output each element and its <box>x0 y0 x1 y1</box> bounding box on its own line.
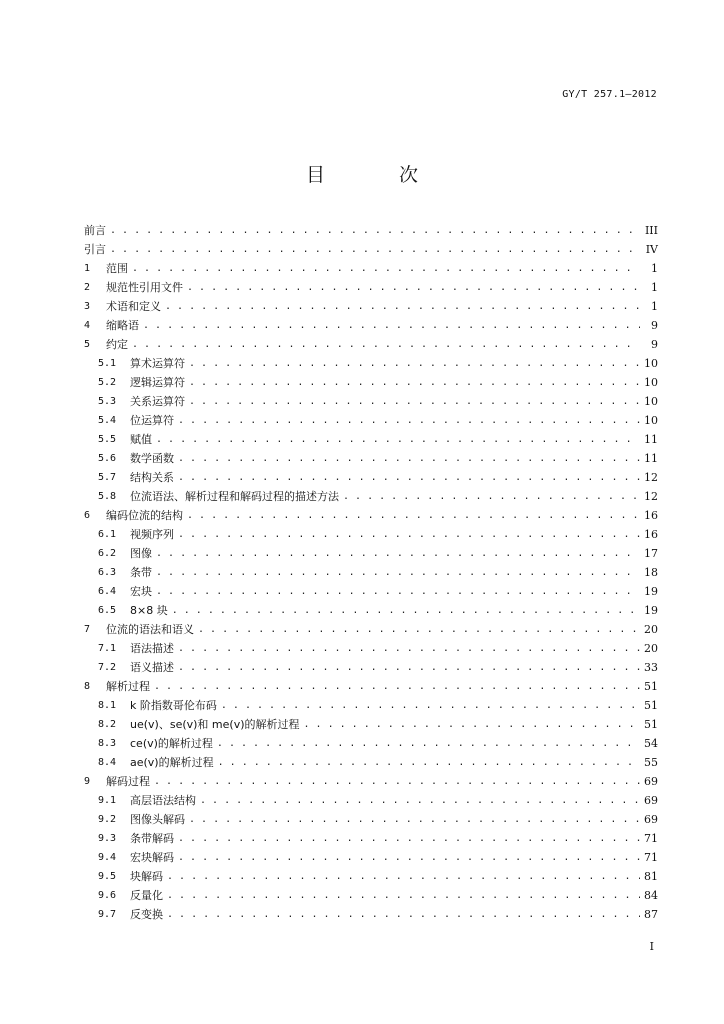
toc-entry-page: 16 <box>644 528 658 541</box>
toc-entry-number: 5.1 <box>98 358 117 369</box>
toc-entry[interactable] <box>84 674 658 693</box>
toc-entry-page: 12 <box>644 490 658 503</box>
toc-entry[interactable] <box>84 351 658 370</box>
page-title: 目 次 <box>305 164 453 186</box>
toc-entry-number: 8.3 <box>98 738 117 749</box>
dot-leader <box>167 908 640 921</box>
toc-entry-number: 5.3 <box>98 396 117 407</box>
toc-entry[interactable] <box>84 370 658 389</box>
toc-entry-title: 编码位流的结构 <box>106 509 183 522</box>
toc-entry-number: 2 <box>84 282 91 293</box>
dot-leader <box>200 794 640 807</box>
toc-entry-page: 51 <box>644 680 658 693</box>
toc-entry-title: 条带 <box>130 566 152 579</box>
toc-entry-title: 语法描述 <box>130 642 174 655</box>
toc-entry-title: 8×8 块 <box>130 604 168 617</box>
toc-entry-number: 9.1 <box>98 795 117 806</box>
toc-entry-title: 宏块 <box>130 585 152 598</box>
toc-entry-page: 55 <box>644 756 658 769</box>
toc-entry-page: 51 <box>644 718 658 731</box>
toc-entry-page: 19 <box>644 585 658 598</box>
toc-entry-number: 7 <box>84 624 91 635</box>
toc-entry-title: 图像 <box>130 547 152 560</box>
toc-entry-page: 1 <box>651 262 658 275</box>
toc-entry-number: 5 <box>84 339 91 350</box>
dot-leader <box>218 756 640 769</box>
toc-entry-page: 20 <box>644 623 658 636</box>
dot-leader <box>154 775 640 788</box>
toc-entry-title: 约定 <box>106 338 128 351</box>
dot-leader <box>156 433 640 446</box>
toc-entry-number: 6.2 <box>98 548 117 559</box>
toc-entry-page: 9 <box>651 319 658 332</box>
toc-entry-title: 数学函数 <box>130 452 174 465</box>
toc-entry-number: 5.6 <box>98 453 117 464</box>
toc-entry-number: 6 <box>84 510 91 521</box>
toc-entry-number: 9.5 <box>98 871 117 882</box>
toc-entry[interactable] <box>84 731 658 750</box>
toc-entry-number: 5.7 <box>98 472 117 483</box>
toc-entry-page: 17 <box>644 547 658 560</box>
toc-entry-number: 9.7 <box>98 909 117 920</box>
toc-entry-title: 缩略语 <box>106 319 139 332</box>
toc-entry-title: 算术运算符 <box>130 357 185 370</box>
toc-entry[interactable] <box>84 218 658 237</box>
dot-leader <box>178 851 640 864</box>
toc-entry-page: 12 <box>644 471 658 484</box>
toc-entry-page: 71 <box>644 851 658 864</box>
toc-entry-number: 5.2 <box>98 377 117 388</box>
dot-leader <box>343 490 640 503</box>
toc-entry[interactable] <box>84 275 658 294</box>
toc-entry[interactable] <box>84 389 658 408</box>
dot-leader <box>178 452 640 465</box>
toc-entry-page: 1 <box>651 300 658 313</box>
dot-leader <box>178 471 640 484</box>
toc-entry-page: 84 <box>644 889 658 902</box>
toc-entry-title: 关系运算符 <box>130 395 185 408</box>
toc-entry-page: IV <box>645 243 658 256</box>
toc-entry-page: 11 <box>644 433 658 446</box>
toc-entry-title: 反变换 <box>130 908 163 921</box>
toc-entry[interactable] <box>84 617 658 636</box>
toc-entry-title: 术语和定义 <box>106 300 161 313</box>
toc-entry-page: 20 <box>644 642 658 655</box>
toc-entry-page: 9 <box>651 338 658 351</box>
toc-entry-page: 10 <box>644 357 658 370</box>
dot-leader <box>189 813 640 826</box>
toc-entry[interactable] <box>84 826 658 845</box>
toc-entry[interactable] <box>84 541 658 560</box>
toc-entry-title: 赋值 <box>130 433 152 446</box>
toc-entry-number: 6.4 <box>98 586 117 597</box>
page-number: I <box>649 940 654 953</box>
toc-entry-title: 高层语法结构 <box>130 794 196 807</box>
dot-leader <box>198 623 640 636</box>
toc-entry-title: 逻辑运算符 <box>130 376 185 389</box>
toc-entry[interactable] <box>84 902 658 921</box>
toc-entry-page: 51 <box>644 699 658 712</box>
dot-leader <box>143 319 640 332</box>
toc-entry-page: III <box>644 224 658 237</box>
toc-entry-title: 规范性引用文件 <box>106 281 183 294</box>
toc-entry-number: 3 <box>84 301 91 312</box>
toc-entry[interactable] <box>84 332 658 351</box>
toc-entry[interactable] <box>84 788 658 807</box>
toc-entry-title: ae(v)的解析过程 <box>130 756 214 769</box>
toc-entry[interactable] <box>84 294 658 313</box>
dot-leader <box>189 376 640 389</box>
toc-entry-number: 9 <box>84 776 91 787</box>
dot-leader <box>178 832 640 845</box>
toc-entry[interactable] <box>84 408 658 427</box>
toc-entry-number: 8.4 <box>98 757 117 768</box>
toc-entry-number: 8.1 <box>98 700 117 711</box>
toc-entry-number: 5.8 <box>98 491 117 502</box>
toc-entry[interactable] <box>84 427 658 446</box>
toc-entry-title: 结构关系 <box>130 471 174 484</box>
document-id: GY/T 257.1—2012 <box>562 89 657 100</box>
toc-entry-number: 8.2 <box>98 719 117 730</box>
dot-leader <box>167 889 640 902</box>
dot-leader <box>156 585 640 598</box>
toc-entry[interactable] <box>84 883 658 902</box>
toc-entry-page: 54 <box>644 737 658 750</box>
toc-entry-number: 6.1 <box>98 529 117 540</box>
toc-entry-title: ue(v)、se(v)和 me(v)的解析过程 <box>130 718 300 731</box>
toc-entry-page: 19 <box>644 604 658 617</box>
toc-entry-title: 宏块解码 <box>130 851 174 864</box>
toc-entry-number: 6.5 <box>98 605 117 616</box>
toc-entry-title: 解析过程 <box>106 680 150 693</box>
toc-entry[interactable] <box>84 769 658 788</box>
toc-entry-page: 1 <box>651 281 658 294</box>
toc-entry[interactable] <box>84 503 658 522</box>
toc-entry-page: 69 <box>644 775 658 788</box>
toc-entry-page: 11 <box>644 452 658 465</box>
toc-entry[interactable] <box>84 750 658 769</box>
dot-leader <box>154 680 640 693</box>
toc-entry-page: 16 <box>644 509 658 522</box>
dot-leader <box>156 566 640 579</box>
toc-entry-page: 10 <box>644 395 658 408</box>
dot-leader <box>221 699 640 712</box>
dot-leader <box>132 262 640 275</box>
toc-entry-page: 69 <box>644 794 658 807</box>
toc-entry-title: 位运算符 <box>130 414 174 427</box>
toc-entry[interactable] <box>84 807 658 826</box>
dot-leader <box>172 604 640 617</box>
toc-entry[interactable] <box>84 446 658 465</box>
dot-leader <box>110 224 640 237</box>
toc-entry-number: 7.2 <box>98 662 117 673</box>
toc-entry[interactable] <box>84 712 658 731</box>
toc-entry-number: 6.3 <box>98 567 117 578</box>
toc-entry-number: 9.6 <box>98 890 117 901</box>
dot-leader <box>110 243 640 256</box>
toc-entry-page: 33 <box>644 661 658 674</box>
toc-entry-number: 7.1 <box>98 643 117 654</box>
toc-entry-title: 块解码 <box>130 870 163 883</box>
toc-entry-page: 10 <box>644 414 658 427</box>
dot-leader <box>187 281 640 294</box>
toc-entry[interactable] <box>84 864 658 883</box>
toc-entry-title: 位流语法、解析过程和解码过程的描述方法 <box>130 490 339 503</box>
dot-leader <box>167 870 640 883</box>
toc-entry-title: ce(v)的解析过程 <box>130 737 213 750</box>
toc-entry[interactable] <box>84 560 658 579</box>
toc-entry-number: 5.4 <box>98 415 117 426</box>
toc-entry-title: 条带解码 <box>130 832 174 845</box>
toc-entry-number: 1 <box>84 263 91 274</box>
toc-entry[interactable] <box>84 313 658 332</box>
toc-entry[interactable] <box>84 845 658 864</box>
dot-leader <box>189 395 640 408</box>
dot-leader <box>165 300 640 313</box>
toc-entry-title: 反量化 <box>130 889 163 902</box>
toc-entry[interactable] <box>84 522 658 541</box>
toc-entry-number: 8 <box>84 681 91 692</box>
dot-leader <box>217 737 640 750</box>
toc-entry[interactable] <box>84 484 658 503</box>
toc-entry-number: 4 <box>84 320 91 331</box>
toc-entry[interactable] <box>84 693 658 712</box>
toc-entry-page: 81 <box>644 870 658 883</box>
toc-entry[interactable] <box>84 256 658 275</box>
dot-leader <box>132 338 640 351</box>
toc-entry[interactable] <box>84 237 658 256</box>
dot-leader <box>189 357 640 370</box>
dot-leader <box>156 547 640 560</box>
toc-entry-number: 9.4 <box>98 852 117 863</box>
toc-entry-number: 5.5 <box>98 434 117 445</box>
toc-entry[interactable] <box>84 598 658 617</box>
toc-entry[interactable] <box>84 636 658 655</box>
toc-entry[interactable] <box>84 655 658 674</box>
toc-entry-title: 引言 <box>84 243 106 256</box>
toc-entry-title: 视频序列 <box>130 528 174 541</box>
dot-leader <box>178 642 640 655</box>
dot-leader <box>178 661 640 674</box>
table-of-contents <box>84 218 658 921</box>
toc-entry[interactable] <box>84 579 658 598</box>
toc-entry-title: 范围 <box>106 262 128 275</box>
toc-entry-title: k 阶指数哥伦布码 <box>130 699 217 712</box>
toc-entry-title: 前言 <box>84 224 106 237</box>
dot-leader <box>304 718 641 731</box>
toc-entry-page: 10 <box>644 376 658 389</box>
toc-entry-title: 图像头解码 <box>130 813 185 826</box>
toc-entry-title: 语义描述 <box>130 661 174 674</box>
dot-leader <box>178 414 640 427</box>
toc-entry-title: 解码过程 <box>106 775 150 788</box>
toc-entry-title: 位流的语法和语义 <box>106 623 194 636</box>
dot-leader <box>187 509 640 522</box>
toc-entry-page: 69 <box>644 813 658 826</box>
toc-entry-number: 9.2 <box>98 814 117 825</box>
toc-entry-page: 71 <box>644 832 658 845</box>
toc-entry-page: 18 <box>644 566 658 579</box>
dot-leader <box>178 528 640 541</box>
toc-entry-page: 87 <box>644 908 658 921</box>
toc-entry-number: 9.3 <box>98 833 117 844</box>
toc-entry[interactable] <box>84 465 658 484</box>
